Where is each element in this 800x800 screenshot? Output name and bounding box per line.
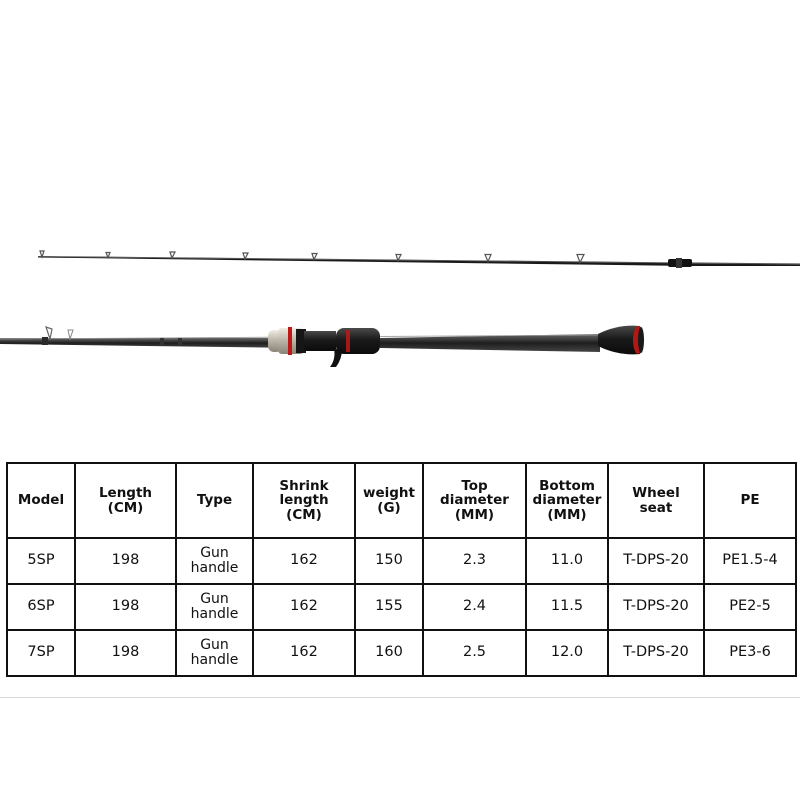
spec-table	[6, 462, 797, 677]
table-cell: Gun handle	[176, 630, 253, 676]
table-cell: 11.5	[526, 584, 608, 630]
table-cell: 2.5	[423, 630, 526, 676]
table-cell: 198	[75, 630, 176, 676]
column-header: Wheel seat	[608, 463, 704, 538]
table-cell: T-DPS-20	[608, 584, 704, 630]
table-cell: 162	[253, 630, 355, 676]
column-header: Shrink length (CM)	[253, 463, 355, 538]
table-row	[7, 630, 796, 676]
table-cell: PE1.5-4	[704, 538, 796, 584]
table-cell: T-DPS-20	[608, 538, 704, 584]
table-cell: 12.0	[526, 630, 608, 676]
table-row	[7, 538, 796, 584]
column-header: Bottom diameter (MM)	[526, 463, 608, 538]
column-header: Length (CM)	[75, 463, 176, 538]
table-cell: 2.4	[423, 584, 526, 630]
table-cell: 160	[355, 630, 423, 676]
table-cell: 11.0	[526, 538, 608, 584]
table-cell: 162	[253, 584, 355, 630]
table-cell: 150	[355, 538, 423, 584]
table-cell: PE3-6	[704, 630, 796, 676]
table-cell: Gun handle	[176, 538, 253, 584]
table-cell: PE2-5	[704, 584, 796, 630]
rod-butt-section	[0, 326, 644, 367]
table-cell: 5SP	[7, 538, 75, 584]
rod-tip-section	[38, 251, 800, 268]
table-cell: 7SP	[7, 630, 75, 676]
table-cell: 6SP	[7, 584, 75, 630]
table-cell: 2.3	[423, 538, 526, 584]
table-cell: T-DPS-20	[608, 630, 704, 676]
column-header: Top diameter (MM)	[423, 463, 526, 538]
column-header: PE	[704, 463, 796, 538]
divider	[0, 697, 800, 698]
header-row	[7, 463, 796, 538]
table-cell: Gun handle	[176, 584, 253, 630]
column-header: Type	[176, 463, 253, 538]
column-header: weight (G)	[355, 463, 423, 538]
table-cell: 198	[75, 584, 176, 630]
table-cell: 162	[253, 538, 355, 584]
table-row	[7, 584, 796, 630]
table-cell: 198	[75, 538, 176, 584]
column-header: Model	[7, 463, 75, 538]
table-cell: 155	[355, 584, 423, 630]
